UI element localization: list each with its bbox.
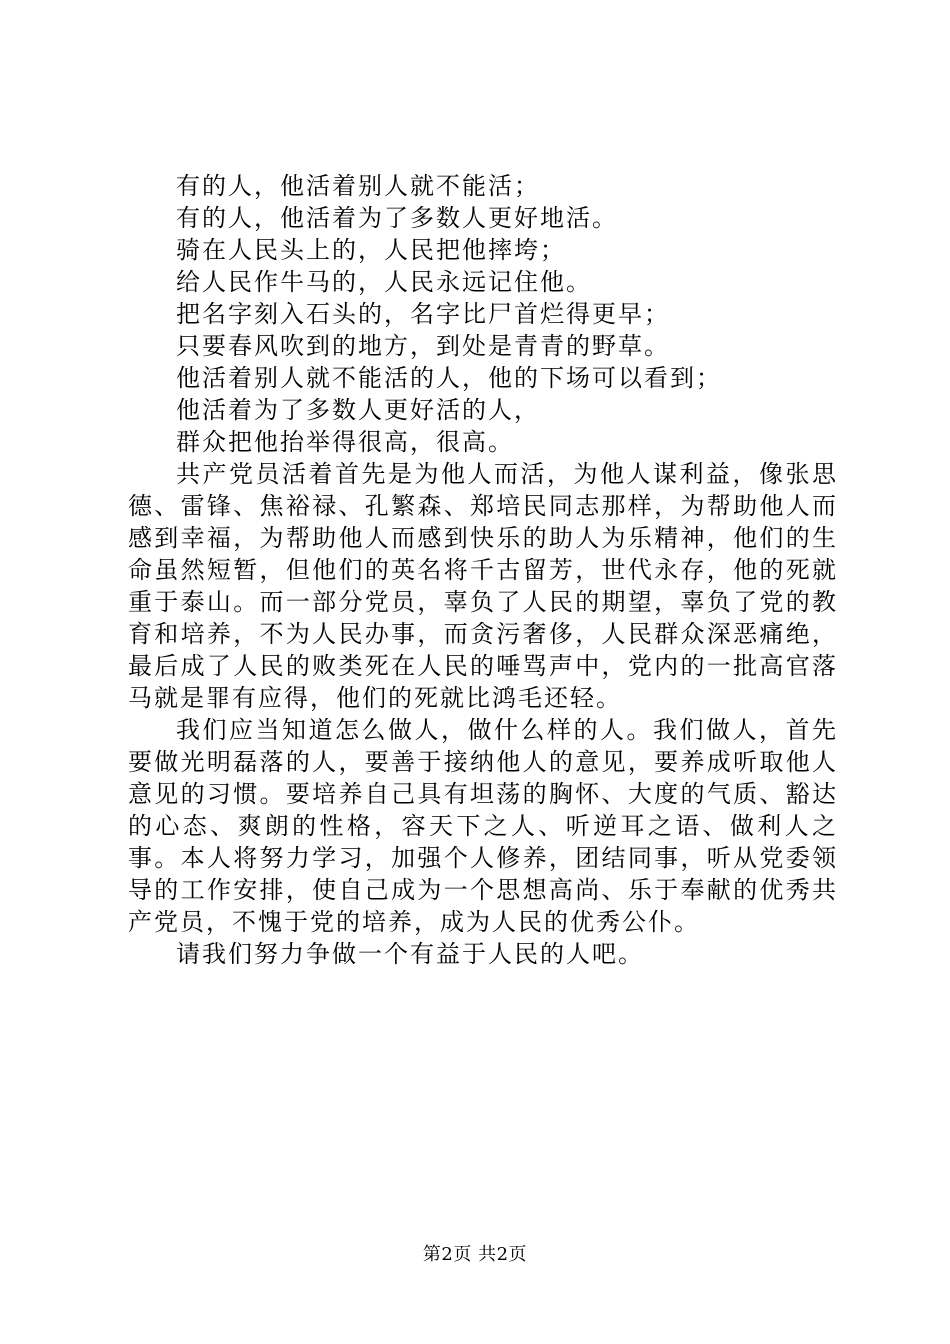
poem-line: 他活着别人就不能活的人，他的下场可以看到； — [176, 364, 722, 392]
poem-line: 他活着为了多数人更好活的人， — [176, 396, 540, 424]
poem-line: 只要春风吹到的地方，到处是青青的野草。 — [176, 332, 670, 360]
poem-line: 把名字刻入石头的，名字比尸首烂得更早； — [176, 300, 670, 328]
body-paragraph: 共产党员活着首先是为他人而活，为他人谋利益，像张思德、雷锋、焦裕禄、孔繁森、郑培民同志那样，为帮助他人而感到幸福，为帮助他人而感到快乐的助人为乐精神，他们的生命虽然短暂，但他们的英名将千古留芳，世代永存，他的死就重于泰山。而一部分党员，辜负了人民的期望，辜负了党的教育和培养，不为人民办事，而贪污奢侈，人民群众深恶痛绝，最后成了人民的败类死在人民的唾骂声中，党内的一批高官落马就是罪有应得，他们的死就比鸿毛还轻。 — [128, 460, 838, 712]
poem-line: 给人民作牛马的，人民永远记住他。 — [176, 268, 592, 296]
body-paragraph: 我们应当知道怎么做人，做什么样的人。我们做人，首先要做光明磊落的人，要善于接纳他人的意见，要养成听取他人意见的习惯。要培养自己具有坦荡的胸怀、大度的气质、豁达的心态、爽朗的性格，容天下之人、听逆耳之语、做利人之事。本人将努力学习，加强个人修养，团结同事，听从党委领导的工作安排，使自己成为一个思想高尚、乐于奉献的优秀共产党员，不愧于党的培养，成为人民的优秀公仆。 — [128, 716, 838, 936]
body-paragraph: 请我们努力争做一个有益于人民的人吧。 — [176, 940, 644, 968]
poem-line: 有的人，他活着为了多数人更好地活。 — [176, 204, 618, 232]
document-body — [128, 170, 838, 970]
poem-line: 群众把他抬举得很高，很高。 — [176, 428, 514, 456]
page-footer: 第2页 共2页 — [422, 1244, 528, 1265]
poem-line: 有的人，他活着别人就不能活； — [176, 172, 540, 200]
poem-line: 骑在人民头上的，人民把他摔垮； — [176, 236, 566, 264]
